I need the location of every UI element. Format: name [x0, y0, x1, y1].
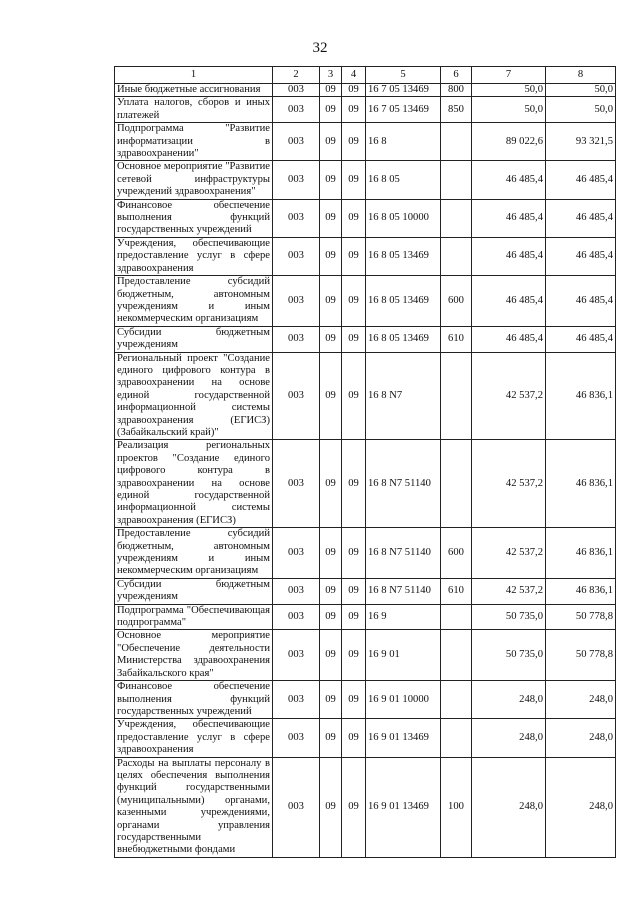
item-name-cell: Предоставление субсидий бюджетным, автономным учреждениям и иным некоммерческим организациям [115, 528, 273, 579]
column-header: 1 [115, 67, 273, 84]
section-code-cell: 09 [320, 719, 342, 757]
section-code-cell: 09 [320, 604, 342, 630]
ministry-code-cell: 003 [273, 757, 320, 857]
target-article-cell: 16 7 05 13469 [366, 97, 441, 123]
amount-col8-cell: 50 778,8 [546, 630, 616, 681]
ministry-code-cell: 003 [273, 352, 320, 440]
ministry-code-cell: 003 [273, 123, 320, 161]
section-code-cell: 09 [320, 161, 342, 199]
target-article-cell: 16 9 01 [366, 630, 441, 681]
item-name-cell: Субсидии бюджетным учреждениям [115, 326, 273, 352]
expense-type-cell [441, 199, 472, 237]
expense-type-cell [441, 161, 472, 199]
ministry-code-cell: 003 [273, 630, 320, 681]
section-code-cell: 09 [320, 97, 342, 123]
table-row [115, 578, 616, 604]
target-article-cell: 16 9 01 10000 [366, 681, 441, 719]
amount-col8-cell: 50 778,8 [546, 604, 616, 630]
table-row [115, 757, 616, 857]
column-header: 8 [546, 67, 616, 84]
amount-col8-cell: 46 836,1 [546, 528, 616, 579]
item-name-cell: Субсидии бюджетным учреждениям [115, 578, 273, 604]
ministry-code-cell: 003 [273, 528, 320, 579]
item-name-cell: Финансовое обеспечение выполнения функций государственных учреждений [115, 199, 273, 237]
expense-type-cell [441, 719, 472, 757]
item-name-cell: Финансовое обеспечение выполнения функций государственных учреждений [115, 681, 273, 719]
ministry-code-cell: 003 [273, 161, 320, 199]
section-code-cell: 09 [320, 326, 342, 352]
ministry-code-cell: 003 [273, 719, 320, 757]
item-name-cell: Основное мероприятие "Развитие сетевой инфраструктуры учреждений здравоохранения" [115, 161, 273, 199]
item-name-cell: Расходы на выплаты персоналу в целях обеспечения выполнения функций государственными (муниципальными) органами, казенными учреждениями, органами управления государственными внебюджетными фондами [115, 757, 273, 857]
amount-col8-cell: 248,0 [546, 719, 616, 757]
subsection-code-cell: 09 [342, 276, 366, 327]
ministry-code-cell: 003 [273, 604, 320, 630]
amount-col7-cell: 42 537,2 [472, 528, 546, 579]
section-code-cell: 09 [320, 578, 342, 604]
subsection-code-cell: 09 [342, 237, 366, 275]
expense-type-cell: 600 [441, 528, 472, 579]
amount-col8-cell: 46 836,1 [546, 352, 616, 440]
amount-col8-cell: 248,0 [546, 757, 616, 857]
subsection-code-cell: 09 [342, 161, 366, 199]
amount-col8-cell: 46 485,4 [546, 161, 616, 199]
expense-type-cell: 600 [441, 276, 472, 327]
amount-col7-cell: 248,0 [472, 757, 546, 857]
column-header: 6 [441, 67, 472, 84]
expense-type-cell: 610 [441, 578, 472, 604]
amount-col7-cell: 46 485,4 [472, 237, 546, 275]
column-header: 5 [366, 67, 441, 84]
amount-col7-cell: 50,0 [472, 84, 546, 97]
amount-col8-cell: 46 485,4 [546, 199, 616, 237]
amount-col7-cell: 42 537,2 [472, 578, 546, 604]
target-article-cell: 16 8 05 13469 [366, 237, 441, 275]
expense-type-cell [441, 123, 472, 161]
table-row [115, 161, 616, 199]
item-name-cell: Подпрограмма "Развитие информатизации в здравоохранении" [115, 123, 273, 161]
amount-col7-cell: 89 022,6 [472, 123, 546, 161]
expense-type-cell: 850 [441, 97, 472, 123]
subsection-code-cell: 09 [342, 604, 366, 630]
target-article-cell: 16 8 05 [366, 161, 441, 199]
subsection-code-cell: 09 [342, 681, 366, 719]
subsection-code-cell: 09 [342, 528, 366, 579]
section-code-cell: 09 [320, 440, 342, 528]
section-code-cell: 09 [320, 352, 342, 440]
table-row [115, 326, 616, 352]
amount-col7-cell: 50 735,0 [472, 630, 546, 681]
subsection-code-cell: 09 [342, 84, 366, 97]
table-row [115, 719, 616, 757]
expense-type-cell [441, 352, 472, 440]
column-header: 2 [273, 67, 320, 84]
subsection-code-cell: 09 [342, 757, 366, 857]
amount-col7-cell: 46 485,4 [472, 326, 546, 352]
section-code-cell: 09 [320, 84, 342, 97]
amount-col8-cell: 46 836,1 [546, 440, 616, 528]
table-row [115, 604, 616, 630]
ministry-code-cell: 003 [273, 276, 320, 327]
item-name-cell: Основное мероприятие "Обеспечение деятельности Министерства здравоохранения Забайкальского края" [115, 630, 273, 681]
ministry-code-cell: 003 [273, 681, 320, 719]
item-name-cell: Учреждения, обеспечивающие предоставление услуг в сфере здравоохранения [115, 719, 273, 757]
table-row [115, 123, 616, 161]
table-row [115, 528, 616, 579]
target-article-cell: 16 9 01 13469 [366, 719, 441, 757]
amount-col7-cell: 46 485,4 [472, 276, 546, 327]
item-name-cell: Региональный проект "Создание единого цифрового контура в здравоохранении на основе единой государственной информационной системы здравоохранения (ЕГИСЗ) (Забайкальский край)" [115, 352, 273, 440]
amount-col8-cell: 46 485,4 [546, 326, 616, 352]
amount-col8-cell: 50,0 [546, 97, 616, 123]
expense-type-cell [441, 440, 472, 528]
amount-col7-cell: 46 485,4 [472, 161, 546, 199]
target-article-cell: 16 8 05 13469 [366, 326, 441, 352]
subsection-code-cell: 09 [342, 123, 366, 161]
target-article-cell: 16 8 05 10000 [366, 199, 441, 237]
item-name-cell: Иные бюджетные ассигнования [115, 84, 273, 97]
amount-col8-cell: 46 485,4 [546, 237, 616, 275]
column-header: 3 [320, 67, 342, 84]
target-article-cell: 16 7 05 13469 [366, 84, 441, 97]
expense-type-cell: 800 [441, 84, 472, 97]
amount-col7-cell: 50,0 [472, 97, 546, 123]
page-number: 32 [312, 40, 328, 56]
amount-col8-cell: 46 485,4 [546, 276, 616, 327]
subsection-code-cell: 09 [342, 199, 366, 237]
target-article-cell: 16 8 N7 51140 [366, 440, 441, 528]
subsection-code-cell: 09 [342, 578, 366, 604]
subsection-code-cell: 09 [342, 440, 366, 528]
target-article-cell: 16 9 [366, 604, 441, 630]
amount-col7-cell: 46 485,4 [472, 199, 546, 237]
item-name-cell: Учреждения, обеспечивающие предоставление услуг в сфере здравоохранения [115, 237, 273, 275]
target-article-cell: 16 8 N7 [366, 352, 441, 440]
item-name-cell: Подпрограмма "Обеспечивающая подпрограмма" [115, 604, 273, 630]
table-row [115, 276, 616, 327]
subsection-code-cell: 09 [342, 97, 366, 123]
ministry-code-cell: 003 [273, 237, 320, 275]
target-article-cell: 16 8 N7 51140 [366, 528, 441, 579]
table-row [115, 237, 616, 275]
amount-col7-cell: 50 735,0 [472, 604, 546, 630]
expense-type-cell [441, 237, 472, 275]
target-article-cell: 16 8 05 13469 [366, 276, 441, 327]
expense-type-cell [441, 681, 472, 719]
amount-col7-cell: 42 537,2 [472, 352, 546, 440]
amount-col8-cell: 93 321,5 [546, 123, 616, 161]
subsection-code-cell: 09 [342, 326, 366, 352]
ministry-code-cell: 003 [273, 84, 320, 97]
subsection-code-cell: 09 [342, 630, 366, 681]
table-row [115, 84, 616, 97]
section-code-cell: 09 [320, 276, 342, 327]
table-row [115, 199, 616, 237]
ministry-code-cell: 003 [273, 578, 320, 604]
section-code-cell: 09 [320, 681, 342, 719]
budget-table [114, 66, 616, 858]
expense-type-cell [441, 630, 472, 681]
target-article-cell: 16 8 N7 51140 [366, 578, 441, 604]
subsection-code-cell: 09 [342, 352, 366, 440]
amount-col7-cell: 42 537,2 [472, 440, 546, 528]
expense-type-cell: 100 [441, 757, 472, 857]
section-code-cell: 09 [320, 199, 342, 237]
item-name-cell: Уплата налогов, сборов и иных платежей [115, 97, 273, 123]
subsection-code-cell: 09 [342, 719, 366, 757]
section-code-cell: 09 [320, 123, 342, 161]
table-row [115, 440, 616, 528]
header-row [115, 67, 616, 84]
item-name-cell: Предоставление субсидий бюджетным, автономным учреждениям и иным некоммерческим организациям [115, 276, 273, 327]
column-header: 7 [472, 67, 546, 84]
target-article-cell: 16 9 01 13469 [366, 757, 441, 857]
table-row [115, 681, 616, 719]
table-row [115, 97, 616, 123]
table-row [115, 352, 616, 440]
section-code-cell: 09 [320, 237, 342, 275]
expense-type-cell [441, 604, 472, 630]
column-header: 4 [342, 67, 366, 84]
item-name-cell: Реализация региональных проектов "Создание единого цифрового контура в здравоохранении на основе единой государственной информационной системы здравоохранения (ЕГИСЗ) [115, 440, 273, 528]
section-code-cell: 09 [320, 528, 342, 579]
ministry-code-cell: 003 [273, 199, 320, 237]
expense-type-cell: 610 [441, 326, 472, 352]
amount-col8-cell: 50,0 [546, 84, 616, 97]
amount-col7-cell: 248,0 [472, 681, 546, 719]
ministry-code-cell: 003 [273, 326, 320, 352]
section-code-cell: 09 [320, 757, 342, 857]
ministry-code-cell: 003 [273, 97, 320, 123]
target-article-cell: 16 8 [366, 123, 441, 161]
amount-col8-cell: 46 836,1 [546, 578, 616, 604]
section-code-cell: 09 [320, 630, 342, 681]
amount-col8-cell: 248,0 [546, 681, 616, 719]
ministry-code-cell: 003 [273, 440, 320, 528]
amount-col7-cell: 248,0 [472, 719, 546, 757]
table-row [115, 630, 616, 681]
